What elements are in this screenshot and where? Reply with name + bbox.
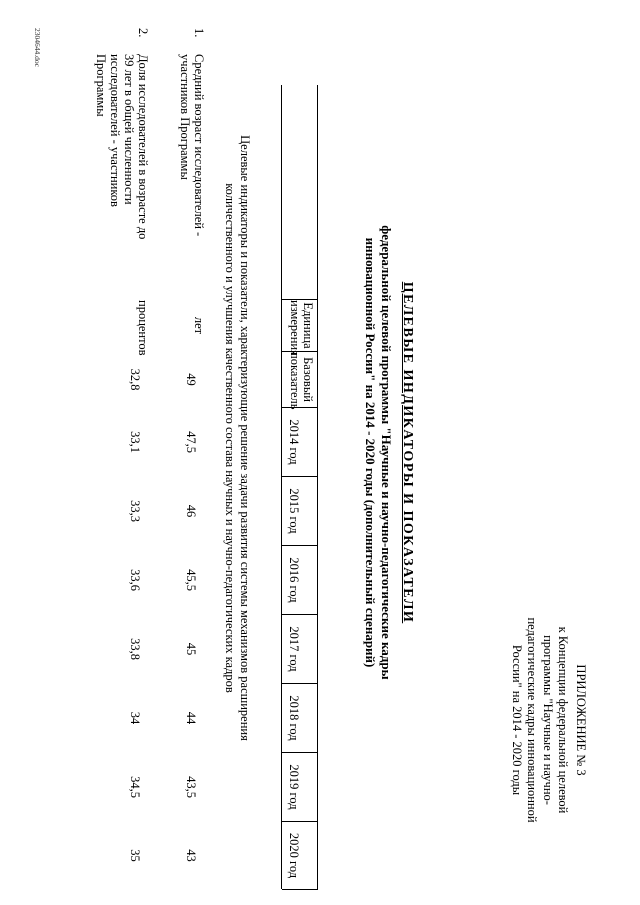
header-year: 2019 год xyxy=(287,764,301,810)
row-year-value: 34,5 xyxy=(128,776,142,798)
header-year: 2017 год xyxy=(287,626,301,672)
header-year: 2016 год xyxy=(287,557,301,603)
column-divider xyxy=(282,889,318,890)
row-unit: лет xyxy=(192,316,206,335)
appendix-note xyxy=(509,580,589,860)
row-year-value: 35 xyxy=(128,849,142,862)
appendix-line: программы "Научные и научно- xyxy=(541,635,555,805)
table-top-rule xyxy=(317,85,318,889)
header-unit: Единица измерения xyxy=(288,300,315,356)
page-title: ЦЕЛЕВЫЕ ИНДИКАТОРЫ И ПОКАЗАТЕЛИ xyxy=(400,281,415,624)
row-year-value: 43 xyxy=(184,849,198,862)
row-year-value: 45 xyxy=(184,642,198,656)
row-year-value: 33,8 xyxy=(128,638,142,660)
row-year-value: 46 xyxy=(184,504,198,518)
row-year-value: 43,5 xyxy=(184,776,198,798)
row-base-value: 49 xyxy=(184,373,198,386)
section-heading: Целевые индикаторы и показатели, характеризующие решение задачи развития системы механизмов расширения количественного и улучшения качественного состава научных и научно-педагогических кадров xyxy=(223,135,252,741)
row-indicator-name: Доля исследователей в возрасте до 39 лет в общей численности исследователей - участников Программы xyxy=(94,54,150,240)
row-year-value: 45,5 xyxy=(184,569,198,591)
row-year-value: 33,1 xyxy=(128,431,142,453)
header-base: Базовый показатель xyxy=(288,352,315,410)
row-year-value: 44 xyxy=(184,711,198,725)
header-year: 2018 год xyxy=(287,695,301,741)
file-footer: 2304644.doc xyxy=(33,28,42,67)
header-year: 2020 год xyxy=(287,832,301,879)
appendix-title: ПРИЛОЖЕНИЕ № 3 xyxy=(574,664,588,776)
appendix-line: педагогические кадры инновационной xyxy=(525,617,540,823)
row-indicator-name: Средний возраст исследователей - участников Программы xyxy=(178,54,206,237)
header-year: 2015 год xyxy=(287,488,301,534)
row-number: 1. xyxy=(192,28,206,38)
row-year-value: 47,5 xyxy=(184,431,198,453)
row-year-value: 33,3 xyxy=(128,500,142,522)
row-year-value: 34 xyxy=(128,711,142,725)
row-unit: процентов xyxy=(136,300,150,356)
appendix-line: к Концепции федеральной целевой xyxy=(556,626,571,814)
page-subtitle-line2: инновационной России" на 2014 - 2020 годы (дополнительный сценарий) xyxy=(363,237,378,668)
row-year-value: 33,6 xyxy=(128,569,142,591)
row-base-value: 32,8 xyxy=(128,368,142,391)
row-number: 2. xyxy=(136,28,150,38)
header-year: 2014 год xyxy=(287,419,301,465)
appendix-line: России" на 2014 - 2020 годы xyxy=(510,644,524,796)
page-subtitle-line1: федеральной целевой программы "Научные и научно-педагогические кадры xyxy=(379,225,394,680)
header-bottom-rule xyxy=(281,85,282,889)
